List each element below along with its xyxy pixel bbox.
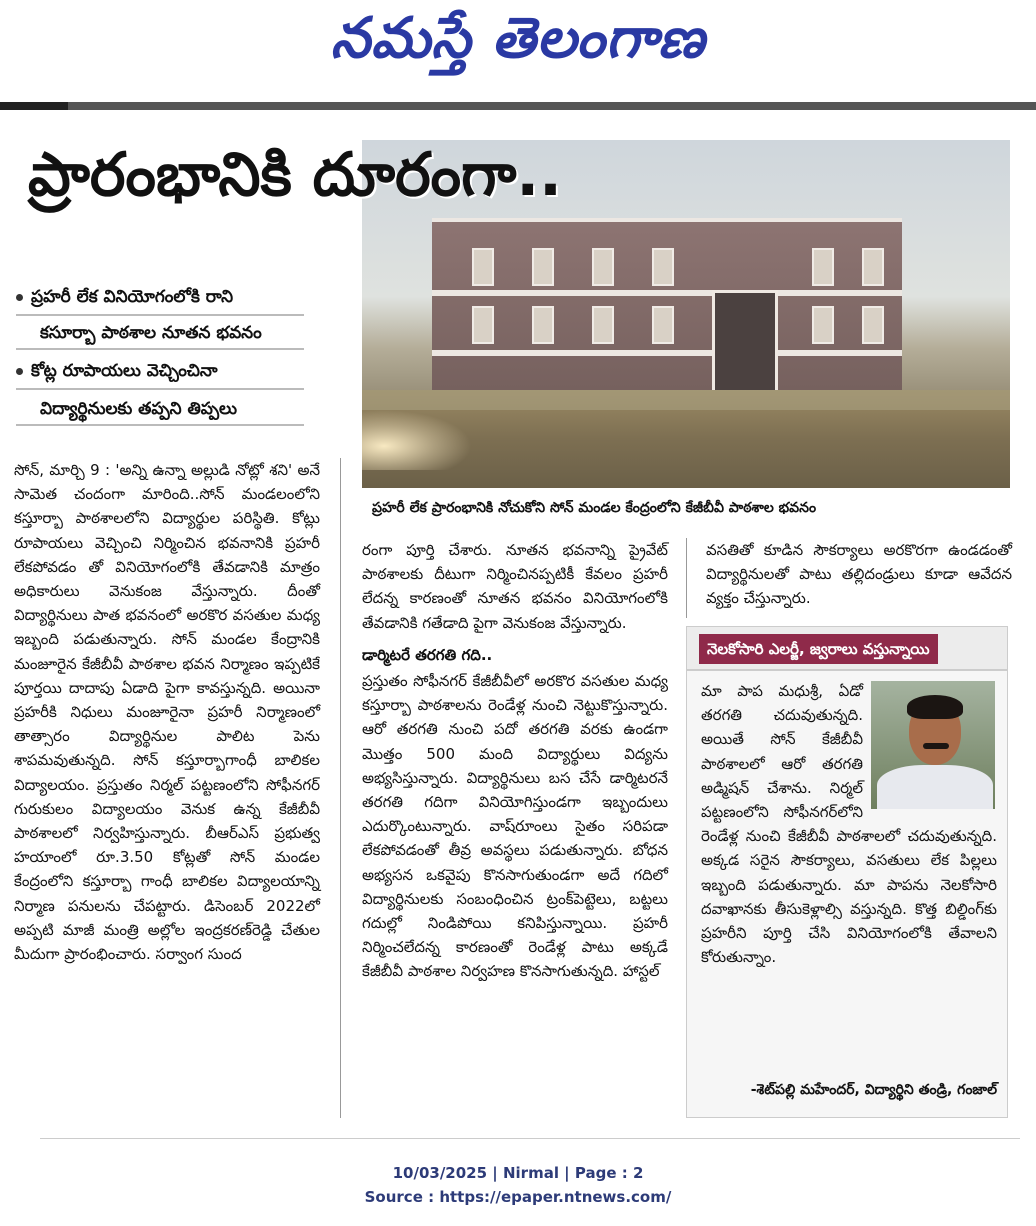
sidebar-box-header — [686, 626, 1008, 670]
building-window — [532, 306, 554, 344]
building-window — [862, 306, 884, 344]
building-floor-band — [432, 290, 902, 296]
grass — [362, 390, 1010, 410]
deck-line — [16, 316, 304, 350]
building-window — [472, 248, 494, 286]
building-window — [812, 306, 834, 344]
masthead-logo: నమస్తే తెలంగాణ — [330, 6, 706, 71]
building-window — [812, 248, 834, 286]
sidebar-box-title: నెలకోసారి ఎలర్జీ, జ్వరాలు వస్తున్నాయి — [699, 634, 938, 664]
masthead-rule — [0, 102, 1036, 110]
article-paragraph: సోన్, మార్చి 9 : 'అన్ని ఉన్నా అల్లుడి నోట్లో శని' అనే సామెత చందంగా మారింది..సోన్ మండలంలోని కస్తూర్బా పాఠశాలలోని విద్యార్థుల పరిస్థితి. కోట్లు రూపాయలు వెచ్చించి నిర్మించిన భవనానికి ప్రహరీ లేకపోవడం తో వినియోగంలోకి తేవడానికి మాత్రం అధికారులు వెనుకంజ వేస్తున్నారు. దీంతో విద్యార్థినులు పాత భవనంలో అరకొర వసతుల మధ్య ఇబ్బంది పడుతున్నారు. సోన్ మండల కేంద్రానికి మంజూరైన కేజీబీవీ పాఠశాల భవన నిర్మాణం ఇప్పటికే పూర్తయి దాదాపు ఏడాది పైగా కావస్తున్నది. అయినా ప్రహరీకి నిధులు మంజూరైనా ప్రహరీ నిర్మాణంలో తాత్సారం విద్యార్థినుల పాలిట పెను శాపమవుతున్నది. సోన్ కస్తూర్బాగాంధీ బాలికల విద్యాలయం. ప్రస్తుతం నిర్మల్ పట్టణంలోని సోఫీనగర్ గురుకులం విద్యాలయం వెనుక ఉన్న కేజీబీవీ పాఠశాలలో నిర్వహిస్తున్నారు. బీఆర్ఎస్ ప్రభుత్వ హయాంలో రూ.3.50 కోట్లతో సోన్ మండల కేంద్రంలోని కస్తూర్బా గాంధీ బాలికల విద్యాలయాన్ని నిర్మాణ పనులను చేపట్టారు. డిసెంబర్ 2022లో అప్పటి మాజీ మంత్రి అల్లోల ఇంద్రకరణ్‌రెడ్డి చేతుల మీదుగా ప్రారంభించారు. సర్వాంగ సుంద — [14, 461, 320, 964]
masthead — [0, 0, 1036, 96]
article-column-3 — [706, 538, 1012, 611]
article-column-1 — [14, 458, 320, 966]
footer-date-edition: 10/03/2025 | Nirmal | Page : 2 — [392, 1164, 644, 1182]
deck-text: కసూర్బా పాఠశాల నూతన భవనం — [40, 323, 262, 343]
building-entrance — [712, 290, 778, 396]
building-window — [532, 248, 554, 286]
building-floor-band — [432, 350, 902, 356]
deck-line — [16, 392, 304, 426]
deck-text: కోట్ల రూపాయలు వెచ్చించినా — [31, 361, 218, 381]
sun-glare — [362, 410, 472, 470]
deck-text: విద్యార్థినులకు తప్పని తిప్పలు — [40, 399, 237, 419]
building-window — [472, 306, 494, 344]
deck-text: ప్రహరీ లేక వినియోగంలోకి రాని — [31, 287, 234, 307]
quote-paragraph: మా పాప మధుశ్రీ, ఏడో తరగతి చదువుతున్నది. అయితే సోన్ కేజీబీవీ పాఠశాలలో ఆరో తరగతి అడ్మిషన్ చేశాను. నిర్మల్ పట్టణంలోని సోఫీనగర్‌లోని రెండేళ్ల నుంచి కేజీబీవీ పాఠశాలలో చదువుతున్నది. అక్కడ సరైన సౌకర్యాలు, వసతులు లేక పిల్లలు ఇబ్బంది పడుతున్నారు. మా పాపను నెలకోసారి దవాఖానకు తీసుకెళ్లాల్సి వస్తున్నది. కొత్త బిల్డింగ్‌కు ప్రహరీని పూర్తి చేసి వినియోగంలోకి తేవాలని కోరుతున్నాం. — [701, 682, 997, 967]
article-paragraph: వసతితో కూడిన సౌకర్యాలు అరకొరగా ఉండడంతో విద్యార్థినులతో పాటు తల్లిదండ్రులు కూడా ఆవేదన వ్యక్తం చేస్తున్నారు. — [706, 541, 1012, 608]
column-divider — [686, 538, 687, 618]
deck-line — [16, 280, 304, 316]
building-window — [652, 306, 674, 344]
photo-caption: ప్రహరీ లేక ప్రారంభానికి నోచుకోని సోన్ మండల కేంద్రంలోని కేజీబీవీ పాఠశాల భవనం — [372, 500, 817, 516]
photo-spacer — [863, 679, 997, 815]
headline: ప్రారంభానికి దూరంగా.. — [28, 140, 562, 210]
footer-source: Source : https://epaper.ntnews.com/ — [364, 1188, 672, 1206]
bullet-icon — [16, 294, 23, 301]
deck-line — [16, 354, 304, 390]
building-window — [592, 306, 614, 344]
footer-rule — [40, 1138, 1020, 1139]
building-window — [862, 248, 884, 286]
building-window — [592, 248, 614, 286]
masthead-rule-accent — [0, 102, 68, 110]
subheading: డార్మిటరే తరగతి గది.. — [362, 645, 493, 664]
bullet-icon — [16, 368, 23, 375]
article-column-2 — [362, 538, 668, 984]
article-paragraph: రంగా పూర్తి చేశారు. నూతన భవనాన్ని ప్రైవేట్ పాఠశాలకు దీటుగా నిర్మించినప్పటికీ కేవలం ప్రహరీ లేదన్న కారణంతో నూతన భవనం వినియోగంలోకి తేవడానికి గతేడాది పైగా వెనుకంజ వేస్తున్నారు. — [362, 541, 668, 632]
quote-text — [701, 679, 997, 969]
article-paragraph: ప్రస్తుతం సోఫీనగర్ కేజీబీవీలో అరకొర వసతుల మధ్య కస్తూర్బా పాఠశాలను రెండేళ్ల నుంచి నెట్టుకొస్తున్నారు. ఆరో తరగతి నుంచి పదో తరగతి వరకు ఉండగా మొత్తం 500 మంది విద్యార్థులు విద్యను అభ్యసిస్తున్నారు. విద్యార్థినులు బస చేసే డార్మిటరనే తరగతి గదిగా వినియోగిస్తుండగా ఇబ్బందులు ఎదుర్కొంటున్నారు. వాష్‌రూంలు సైతం సరిపడా లేకపోవడంతో తీవ్ర అవస్థలు పడుతున్నారు. బోధన అభ్యసన ఒకవైపు కొనసాగుతుండగా అదే గదిలో విద్యార్థినులకు సంబంధించిన ట్రంక్‌పెట్టెలు, బట్టలు గదుల్లో నిండిపోయి కనిపిస్తున్నాయి. ప్రహరీ నిర్మించలేదన్న కారణంతో రెండేళ్ల పాటు అక్కడే కేజీబీవీ పాఠశాల నిర్వహణ కొనసాగుతున్నది. హాస్టల్ — [362, 672, 668, 981]
quote-signature: -శెట్‌పల్లి మహేందర్, విద్యార్థిని తండ్రి, గంజాల్ — [750, 1082, 997, 1098]
quote-box — [686, 670, 1008, 1118]
building-window — [652, 248, 674, 286]
column-divider — [340, 458, 341, 1118]
